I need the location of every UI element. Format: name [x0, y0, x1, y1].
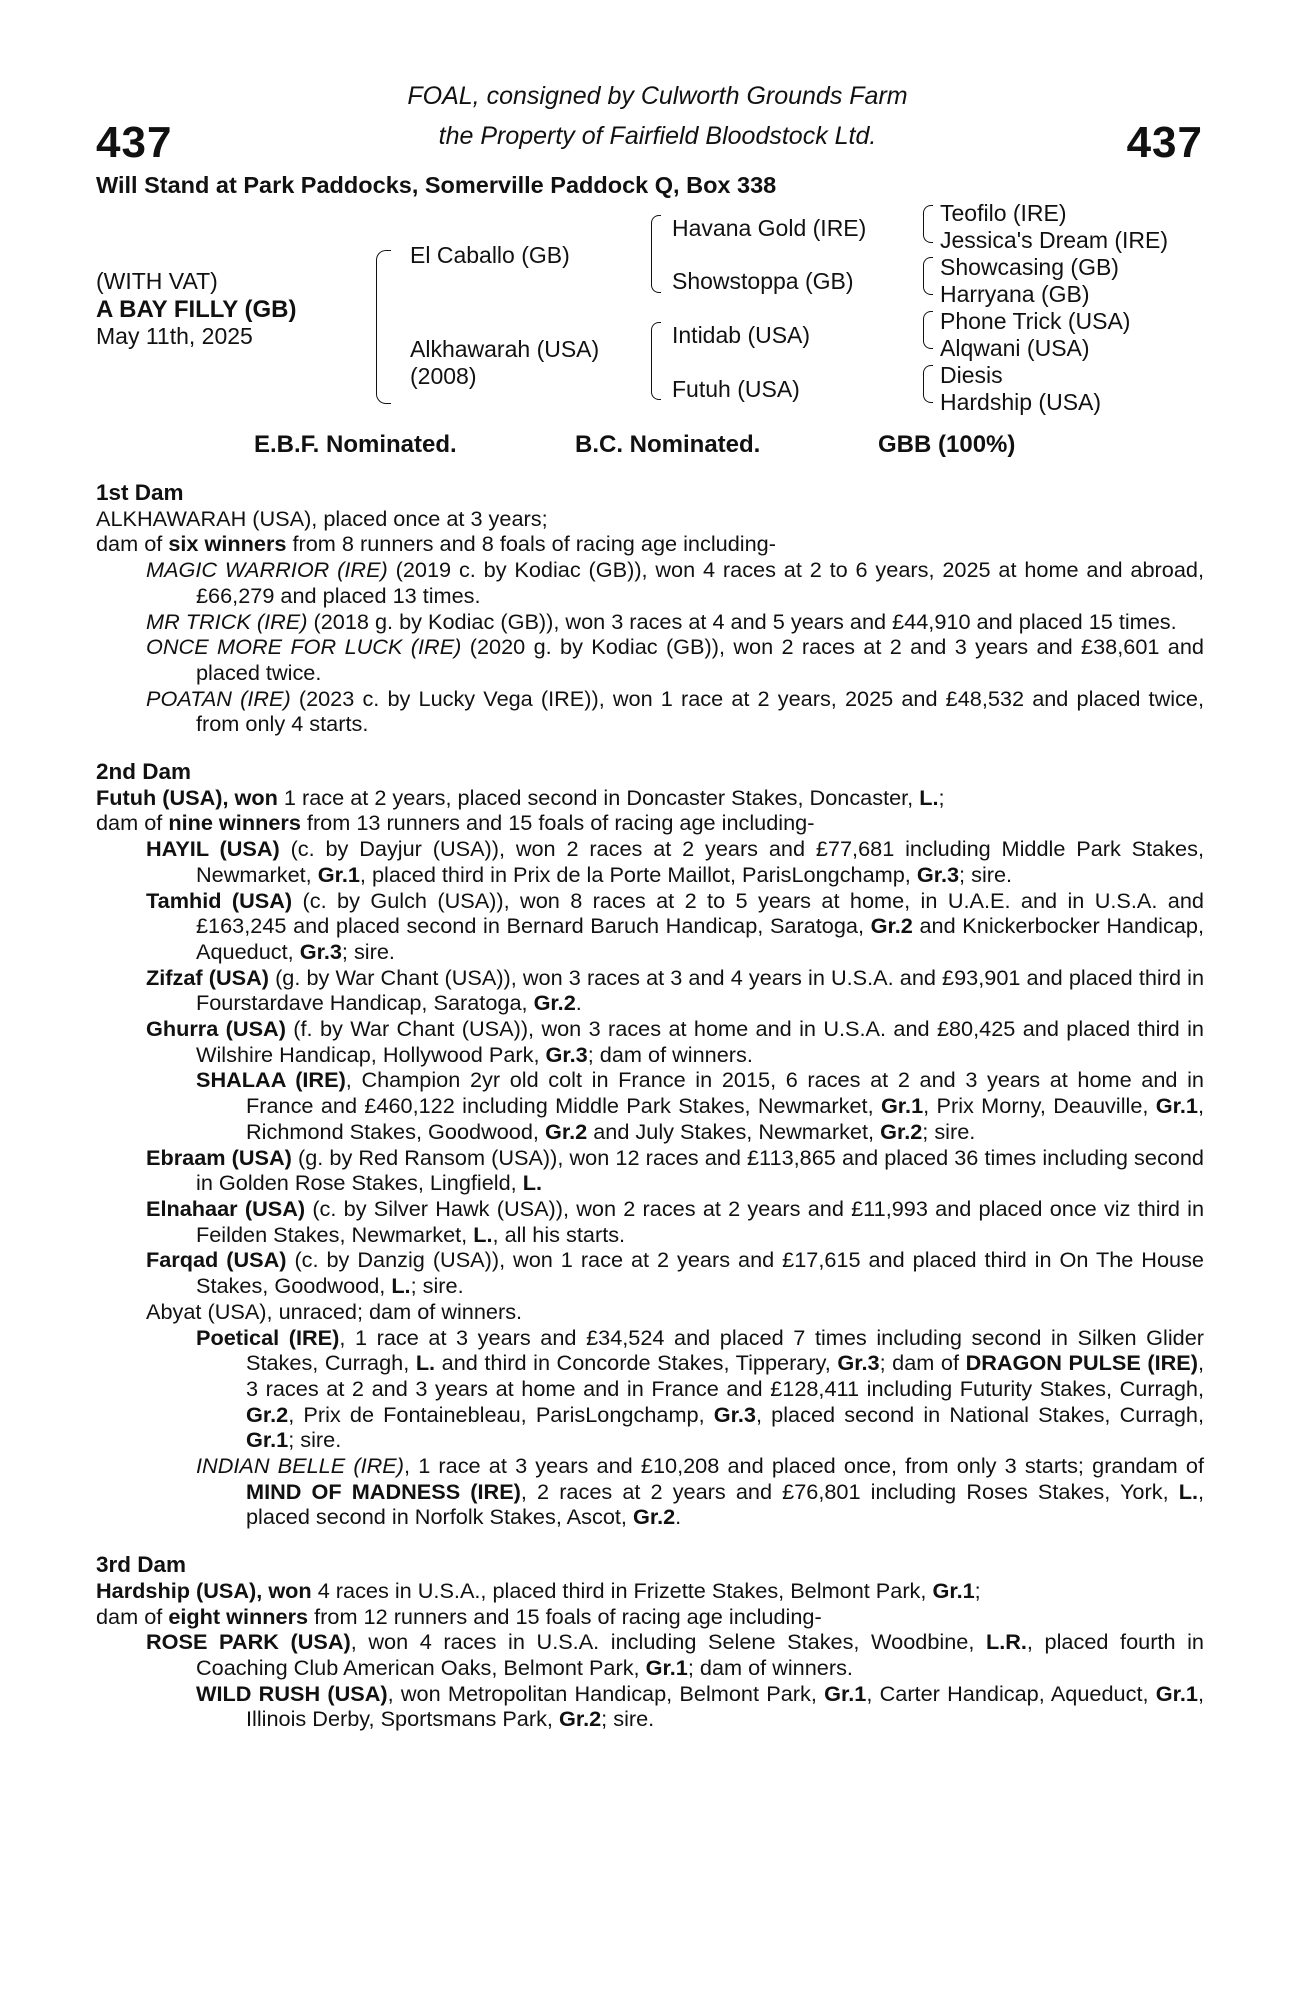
- gbb-rating: GBB (100%): [878, 431, 1016, 458]
- pedigree-sire: El Caballo (GB): [410, 242, 570, 268]
- bc-nomination: B.C. Nominated.: [575, 431, 761, 458]
- second-dam-produce: dam of nine winners from 13 runners and 15 foals of racing age including-: [96, 810, 815, 836]
- pedigree-g3-1: Teofilo (IRE): [940, 200, 1067, 226]
- pedigree-g3-2: Jessica's Dream (IRE): [940, 227, 1169, 253]
- pedigree-dam-year: (2008): [410, 363, 477, 389]
- offspring-entry: Zifzaf (USA) (g. by War Chant (USA)), won 3 races at 3 and 4 years in U.S.A. and £93,901 and placed third in Fourstardave Handicap, Saratoga, Gr.2.: [146, 964, 1205, 1016]
- offspring-entry: MR TRICK (IRE) (2018 g. by Kodiac (GB)), won 3 races at 4 and 5 years and £44,910 and placed 15 times.: [146, 608, 1177, 634]
- first-dam-heading: 1st Dam: [96, 480, 184, 505]
- pedigree-brace-g1: [923, 205, 933, 243]
- third-dam-heading: 3rd Dam: [96, 1552, 187, 1578]
- first-dam-produce: dam of six winners from 8 runners and 8 foals of racing age including-: [96, 531, 776, 557]
- consignor-line: FOAL, consigned by Culworth Grounds Farm: [407, 82, 908, 110]
- grand-offspring-entry: INDIAN BELLE (IRE), 1 race at 3 years and £10,208 and placed once, from only 3 starts; grandam of MIND OF MADNESS (IRE), 2 races at 2 years and £76,801 including Roses Stakes, York, L., placed second in Norfolk Stakes, Ascot, Gr.2.: [196, 1453, 1205, 1530]
- grand-offspring-entry: WILD RUSH (USA), won Metropolitan Handicap, Belmont Park, Gr.1, Carter Handicap, Aqueduct, Gr.1, Illinois Derby, Sportsmans Park, Gr.2; sire.: [196, 1680, 1204, 1732]
- property-line: the Property of Fairfield Bloodstock Ltd.: [438, 122, 877, 150]
- offspring-entry: Ghurra (USA) (f. by War Chant (USA)), won 3 races at home and in U.S.A. and £80,425 and placed third in Wilshire Handicap, Hollywood Park, Gr.3; dam of winners.: [146, 1016, 1204, 1067]
- pedigree-g3-7: Diesis: [940, 362, 1003, 388]
- pedigree-dam-dam: Futuh (USA): [672, 376, 800, 402]
- horse-dob: May 11th, 2025: [96, 323, 253, 349]
- pedigree-g3-4: Harryana (GB): [940, 281, 1090, 307]
- pedigree-brace-g4: [923, 365, 933, 403]
- ebf-nomination: E.B.F. Nominated.: [254, 431, 457, 458]
- lot-number-right: 437: [1126, 118, 1203, 167]
- offspring-entry: Abyat (USA), unraced; dam of winners.: [146, 1298, 523, 1324]
- offspring-entry: MAGIC WARRIOR (IRE) (2019 c. by Kodiac (GB)), won 4 races at 2 to 6 years, 2025 at home and abroad, £66,279 and placed 13 times.: [146, 557, 1204, 608]
- produce-record: [96, 480, 1204, 1732]
- grand-offspring-entry: Poetical (IRE), 1 race at 3 years and £34,524 and placed 7 times including second in Silken Glider Stakes, Curragh, L. and third in Concorde Stakes, Tipperary, Gr.3; dam of DRAGON PULSE (IRE), 3 races at 2 and 3 years at home and in France and £128,411 including Futurity Stakes, Curragh, Gr.2, Prix de Fontainebleau, ParisLongchamp, Gr.3, placed second in National Stakes, Curragh, Gr.1; sire.: [196, 1324, 1204, 1453]
- second-dam-line: Futuh (USA), won 1 race at 2 years, placed second in Doncaster Stakes, Doncaster, L.;: [96, 784, 945, 810]
- offspring-entry: Elnahaar (USA) (c. by Silver Hawk (USA)), won 2 races at 2 years and £11,993 and placed once viz third in Feilden Stakes, Newmarket, L., all his starts.: [146, 1195, 1205, 1247]
- grand-offspring-entry: SHALAA (IRE), Champion 2yr old colt in France in 2015, 6 races at 2 and 3 years at home and in France and £460,122 including Middle Park Stakes, Newmarket, Gr.1, Prix Morny, Deauville, Gr.1, Richmond Stakes, Goodwood, Gr.2 and July Stakes, Newmarket, Gr.2; sire.: [196, 1067, 1204, 1144]
- pedigree-brace-g2: [923, 257, 933, 295]
- pedigree-g3-6: Alqwani (USA): [940, 335, 1090, 361]
- third-dam-produce: dam of eight winners from 12 runners and 15 foals of racing age including-: [96, 1603, 822, 1629]
- offspring-entry: POATAN (IRE) (2023 c. by Lucky Vega (IRE)), won 1 race at 2 years, 2025 and £48,532 and placed twice, from only 4 starts.: [146, 685, 1204, 737]
- offspring-entry: ROSE PARK (USA), won 4 races in U.S.A. including Selene Stakes, Woodbine, L.R., placed fourth in Coaching Club American Oaks, Belmont Park, Gr.1; dam of winners.: [146, 1629, 1204, 1680]
- offspring-entry: Tamhid (USA) (c. by Gulch (USA)), won 8 races at 2 to 5 years at home, in U.A.E. and in U.S.A. and £163,245 and placed second in Bernard Baruch Handicap, Saratoga, Gr.2 and Knickerbocker Handicap, Aqueduct, Gr.3; sire.: [146, 887, 1204, 964]
- horse-name: A BAY FILLY (GB): [96, 296, 297, 323]
- first-dam-line: ALKHAWARAH (USA), placed once at 3 years;: [96, 505, 548, 531]
- pedigree-brace-dam: [651, 322, 661, 400]
- third-dam-line: Hardship (USA), won 4 races in U.S.A., placed third in Frizette Stakes, Belmont Park, Gr.1;: [96, 1577, 981, 1603]
- pedigree-brace-main: [376, 250, 391, 404]
- pedigree-brace-g3: [923, 311, 933, 349]
- pedigree-dam-sire: Intidab (USA): [672, 322, 811, 348]
- offspring-entry: Ebraam (USA) (g. by Red Ransom (USA)), won 12 races and £113,865 and placed 36 times including second in Golden Rose Stakes, Lingfield, L.: [146, 1144, 1204, 1196]
- offspring-entry: HAYIL (USA) (c. by Dayjur (USA)), won 2 races at 2 years and £77,681 including Middle Park Stakes, Newmarket, Gr.1, placed third in Prix de la Porte Maillot, ParisLongchamp, Gr.3; sire.: [146, 836, 1204, 887]
- pedigree-sire-sire: Havana Gold (IRE): [672, 215, 867, 241]
- lot-number-left: 437: [96, 118, 173, 167]
- offspring-entry: Farqad (USA) (c. by Danzig (USA)), won 1 race at 2 years and £17,615 and placed third in On The House Stakes, Goodwood, L.; sire.: [146, 1247, 1204, 1299]
- stand-location: Will Stand at Park Paddocks, Somerville Paddock Q, Box 338: [96, 172, 777, 198]
- vat-label: (WITH VAT): [96, 268, 218, 294]
- offspring-entry: ONCE MORE FOR LUCK (IRE) (2020 g. by Kodiac (GB)), won 2 races at 2 and 3 years and £38,601 and placed twice.: [146, 634, 1204, 685]
- second-dam-heading: 2nd Dam: [96, 759, 192, 785]
- pedigree-dam: Alkhawarah (USA): [410, 336, 600, 362]
- pedigree-g3-5: Phone Trick (USA): [940, 308, 1131, 334]
- pedigree-sire-dam: Showstoppa (GB): [672, 268, 854, 294]
- pedigree-g3-3: Showcasing (GB): [940, 254, 1119, 280]
- pedigree-brace-sire: [651, 215, 661, 293]
- pedigree-g3-8: Hardship (USA): [940, 389, 1102, 415]
